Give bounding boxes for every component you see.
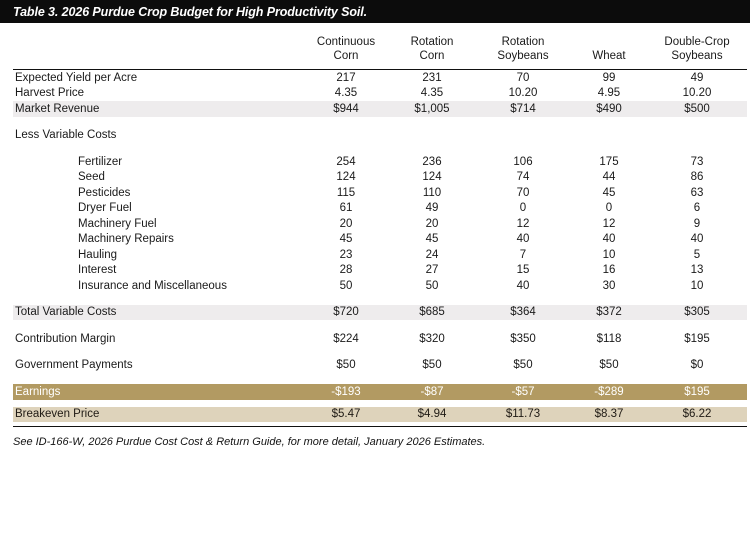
row-cell: $8.37: [571, 407, 647, 423]
row-cell: $50: [422, 359, 442, 372]
row-cell: 40: [690, 233, 704, 246]
row-spacer: [13, 347, 747, 358]
row-cell: 86: [690, 171, 704, 184]
table-row: [13, 101, 747, 117]
row-cell: 20: [339, 217, 353, 230]
column-header-line2: Soybeans: [671, 49, 723, 62]
table-body: [13, 70, 747, 427]
table-row: [13, 86, 747, 102]
column-header-line2: Soybeans: [497, 49, 549, 62]
row-cell: 4.35: [420, 87, 444, 100]
row-cell: 27: [425, 264, 439, 277]
row-cell: [647, 128, 747, 144]
column-header-wheat: [571, 23, 647, 70]
row-cell: $50: [599, 359, 619, 372]
row-cell: 12: [516, 217, 530, 230]
row-label: Expected Yield per Acre: [13, 70, 303, 86]
row-label: Breakeven Price: [13, 407, 303, 423]
table-row: [13, 216, 747, 232]
table-row-earnings: [13, 384, 747, 400]
row-label: Pesticides: [78, 186, 131, 199]
row-cell: 231: [389, 70, 475, 86]
row-cell: $50: [336, 359, 356, 372]
row-cell: [303, 128, 389, 144]
row-cell: 45: [602, 186, 616, 199]
table-row: [13, 128, 747, 144]
row-cell: 236: [422, 155, 442, 168]
row-spacer: [13, 117, 747, 128]
table-row: [13, 185, 747, 201]
row-cell: -$193: [303, 384, 389, 400]
row-cell: 44: [602, 171, 616, 184]
row-cell: 40: [602, 233, 616, 246]
row-cell: 9: [693, 217, 701, 230]
row-cell: $4.94: [389, 407, 475, 423]
row-label: Earnings: [13, 384, 303, 400]
row-cell: 30: [602, 279, 616, 292]
column-header-line1: Rotation: [410, 36, 454, 48]
row-cell: 45: [425, 233, 439, 246]
row-label: Dryer Fuel: [78, 202, 132, 215]
row-cell: $305: [647, 305, 747, 321]
row-cell: 0: [519, 202, 527, 215]
row-cell: 106: [513, 155, 533, 168]
column-header-line1: Double-Crop: [664, 36, 730, 48]
row-cell: 49: [647, 70, 747, 86]
row-spacer: [13, 400, 747, 407]
row-cell: $5.47: [303, 407, 389, 423]
row-cell: 15: [516, 264, 530, 277]
row-cell: 10: [690, 279, 704, 292]
row-label: Market Revenue: [13, 101, 303, 117]
row-cell: 63: [690, 186, 704, 199]
row-cell: -$289: [571, 384, 647, 400]
row-label: Insurance and Miscellaneous: [78, 279, 227, 292]
row-cell: 70: [475, 70, 571, 86]
column-header-line2: Corn: [333, 49, 359, 62]
row-cell: [475, 128, 571, 144]
row-label: Fertilizer: [78, 155, 123, 168]
table-row-breakeven: [13, 407, 747, 423]
table-header: [13, 23, 747, 70]
row-cell: 217: [303, 70, 389, 86]
row-label: Total Variable Costs: [13, 305, 303, 321]
row-cell: $195: [647, 384, 747, 400]
row-spacer: [13, 294, 747, 305]
row-cell: 13: [690, 264, 704, 277]
row-cell: 49: [425, 202, 439, 215]
row-cell: 23: [339, 248, 353, 261]
row-cell: 115: [336, 186, 356, 199]
row-cell: $720: [303, 305, 389, 321]
column-header-line1: Continuous: [316, 36, 376, 48]
row-label: Interest: [78, 264, 117, 277]
row-cell: 20: [425, 217, 439, 230]
row-cell: 50: [425, 279, 439, 292]
table-bottom-rule: [13, 422, 747, 427]
row-cell: 10: [602, 248, 616, 261]
row-cell: 5: [693, 248, 701, 261]
row-cell: 99: [571, 70, 647, 86]
row-cell: -$57: [475, 384, 571, 400]
figure-footnote: See ID-166-W, 2026 Purdue Cost Cost & Return Guide, for more detail, January 2026 Estimates.: [13, 436, 486, 448]
row-cell: 50: [339, 279, 353, 292]
row-label: Machinery Fuel: [78, 217, 157, 230]
column-header-line2: Corn: [419, 49, 445, 62]
row-label: Hauling: [78, 248, 117, 261]
crop-budget-table: [13, 23, 747, 427]
table-row: [13, 154, 747, 170]
row-cell: 45: [339, 233, 353, 246]
row-cell: $490: [571, 101, 647, 117]
column-header-label: [13, 23, 303, 70]
row-cell: 40: [516, 279, 530, 292]
row-cell: 24: [425, 248, 439, 261]
column-header-rotation-corn: [389, 23, 475, 70]
row-cell: $224: [333, 332, 359, 345]
row-cell: 10.20: [682, 87, 712, 100]
row-cell: 4.35: [334, 87, 358, 100]
row-label: Machinery Repairs: [78, 233, 174, 246]
row-cell: $685: [389, 305, 475, 321]
row-label: Less Variable Costs: [15, 129, 117, 142]
row-cell: $714: [475, 101, 571, 117]
row-cell: 12: [602, 217, 616, 230]
table-row: [13, 278, 747, 294]
row-spacer: [13, 320, 747, 331]
row-cell: 6: [693, 202, 701, 215]
figure-title-bar: [0, 0, 750, 23]
row-cell: $364: [475, 305, 571, 321]
table-row: [13, 170, 747, 186]
table-row: [13, 331, 747, 347]
column-header-continuous-corn: [303, 23, 389, 70]
table-row: [13, 358, 747, 374]
row-cell: $350: [510, 332, 536, 345]
row-cell: [389, 128, 475, 144]
column-header-rotation-soybeans: [475, 23, 571, 70]
row-cell: 28: [339, 264, 353, 277]
table-row: [13, 232, 747, 248]
column-header-double-crop-soybeans: [647, 23, 747, 70]
column-header-line1: Rotation: [501, 36, 545, 48]
row-cell: $320: [419, 332, 445, 345]
row-cell: 16: [602, 264, 616, 277]
row-label: Seed: [78, 171, 105, 184]
row-cell: $500: [647, 101, 747, 117]
row-cell: 124: [336, 171, 356, 184]
column-header-line2: Wheat: [592, 49, 626, 62]
row-cell: [571, 128, 647, 144]
row-cell: 7: [519, 248, 527, 261]
row-cell: 40: [516, 233, 530, 246]
row-cell: $1,005: [389, 101, 475, 117]
row-cell: $118: [596, 332, 622, 345]
row-spacer: [13, 143, 747, 154]
row-label: Contribution Margin: [15, 332, 116, 345]
row-cell: -$87: [389, 384, 475, 400]
row-cell: 10.20: [508, 87, 538, 100]
table-row: [13, 70, 747, 86]
row-cell: $195: [684, 332, 710, 345]
row-cell: 4.95: [597, 87, 621, 100]
row-cell: 110: [422, 186, 442, 199]
row-cell: 175: [599, 155, 619, 168]
row-cell: 254: [336, 155, 356, 168]
row-cell: 73: [690, 155, 704, 168]
row-cell: 0: [605, 202, 613, 215]
page-title: Table 3. 2026 Purdue Crop Budget for High Productivity Soil.: [13, 4, 368, 19]
table-row: [13, 305, 747, 321]
row-cell: 61: [339, 202, 353, 215]
row-cell: $11.73: [475, 407, 571, 423]
row-cell: 124: [422, 171, 442, 184]
row-cell: 70: [516, 186, 530, 199]
row-cell: 74: [516, 171, 530, 184]
row-cell: $6.22: [647, 407, 747, 423]
row-cell: $944: [303, 101, 389, 117]
table-row: [13, 263, 747, 279]
row-cell: $0: [690, 359, 704, 372]
row-label: Government Payments: [15, 359, 133, 372]
table-row: [13, 247, 747, 263]
row-cell: $372: [571, 305, 647, 321]
row-label: Harvest Price: [15, 87, 85, 100]
table-row: [13, 201, 747, 217]
row-spacer: [13, 373, 747, 384]
row-cell: $50: [513, 359, 533, 372]
